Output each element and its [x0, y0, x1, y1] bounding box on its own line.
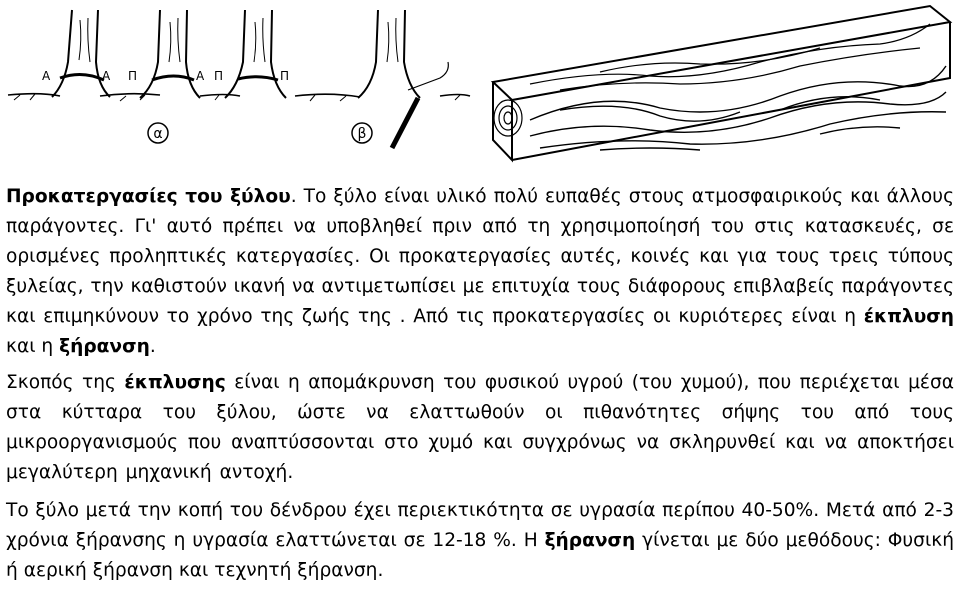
- label-A-3: Α: [196, 69, 205, 83]
- label-P-1: Π: [128, 69, 138, 83]
- label-A-2: Α: [102, 69, 111, 83]
- paragraph-xiransi: [6, 496, 954, 586]
- svg-text:α: α: [153, 126, 163, 142]
- wood-illustrations: [0, 0, 959, 175]
- tree-trunk-2: [140, 10, 200, 98]
- xiransi-text-1: Το ξύλο μετά την κοπή του δένδρου έχει περιεκτικότητα σε υγρασία περίπου 40-50%. Μετά από 2-3 χρόνια ξήρανσης η υγρασία ελαττώνεται σε 12-18 %. Η: [6, 500, 954, 551]
- intro-text-3: .: [149, 336, 156, 357]
- intro-text-2: και η: [6, 336, 60, 357]
- intro-text-1: Το ξύλο είναι υλικό πολύ ευπαθές στους ατμοσφαιρικούς και άλλους παράγοντες. Γι' αυτό πρέπει να υποβληθεί πριν από τη χρησιμοποίησή του στις κατασκευές, σε ορισμένες προληπτικές κατεργασίες. Οι προκατεργασίες αυτές, κοινές και για τους τρεις τύπους ξυλείας, την καθιστούν ικανή να αντιμετωπίσει με επιτυχία τους διάφορους επιβλαβείς παράγοντες και επιμηκύνουν το χρόνο της ζωής της . Από τις προκατεργασίες οι κυριότερες είναι η: [6, 186, 954, 327]
- tree-trunk-4: [358, 10, 448, 98]
- tree-trunk-3: [225, 10, 286, 98]
- tool-icon: [392, 98, 418, 148]
- svg-text:β: β: [357, 126, 367, 142]
- term-xiransi: ξήρανση: [59, 336, 150, 357]
- tree-trunk-1: [52, 10, 110, 97]
- caption-beta: [352, 123, 372, 143]
- label-A-1: Α: [42, 69, 51, 83]
- xiransi-text-2: γίνεται με δύο μεθόδους: Φυσική ή αερική ξήρανση και τεχνητή ξήρανση.: [6, 530, 954, 581]
- document-body: [6, 182, 954, 586]
- title-dot: .: [290, 186, 297, 207]
- lumber-beam: [493, 6, 950, 160]
- term-ekplysi: έκπλυση: [863, 306, 954, 327]
- paragraph-ekplysi: [6, 368, 954, 488]
- paragraph-intro: [6, 182, 954, 362]
- label-P-3: Π: [280, 69, 290, 83]
- end-grain: [494, 100, 522, 136]
- label-P-2: Π: [214, 69, 224, 83]
- ekplysi-text-2: είναι η απομάκρυνση του φυσικού υγρού (του χυμού), που περιέχεται μέσα στα κύτταρα του ξύλου, ώστε να ελαττωθούν οι πιθανότητες σήψης του από τους μικροοργανισμούς που αναπτύσσονται στο χυμό και συγχρόνως να σκληρυνθεί και να αποκτήσει μεγαλύτερη μηχανική αντοχή.: [6, 372, 954, 483]
- ground-line: [8, 94, 470, 101]
- ekplysi-text-1: Σκοπός της: [6, 372, 125, 393]
- caption-alpha: [148, 123, 168, 143]
- term-xiransi-2: ξήρανση: [544, 530, 636, 551]
- section-title: Προκατεργασίες του ξύλου: [6, 186, 291, 207]
- term-ekplysis: έκπλυσης: [124, 372, 226, 393]
